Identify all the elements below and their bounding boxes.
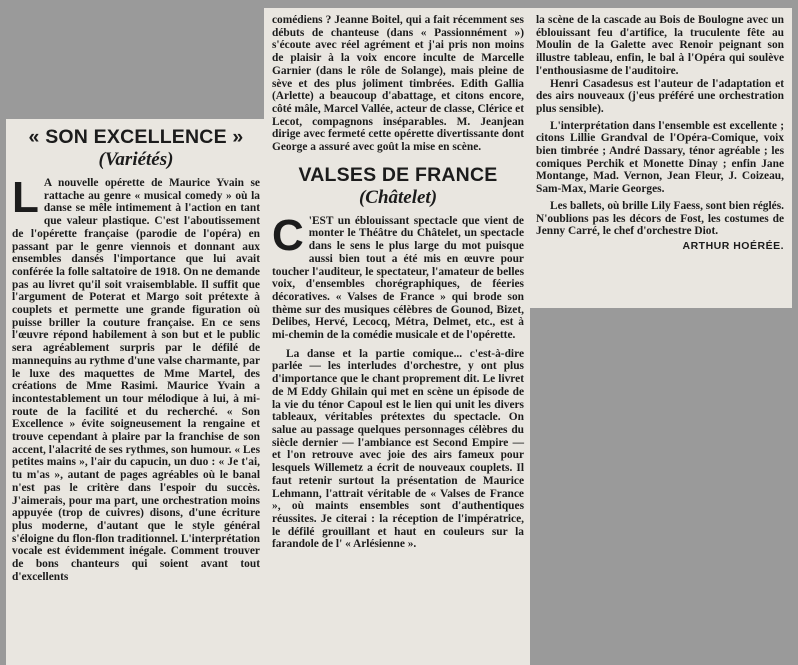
paragraph-text: Henri Casadesus est l'auteur de l'adaptation et des airs nouveaux (j'eus préféré une orchestration plus sensible). [536,77,784,115]
article-subtitle: (Châtelet) [358,186,438,208]
continued-text: comédiens ? Jeanne Boitel, qui a fait récemment ses débuts de chanteuse (dans « Passionnément ») s'écoute avec réel agrément et j'ai pris non moins de plaisir à la voix encore inculte de Marcelle Garnier (dans le rôle de Solange), mais pleine de sève et des plus joliment timbrées. Edith Gallia (Arlette) a beaucoup d'abattage, et citons encore, côté mâle, Marcel Vallée, acteur de classe, Clérice et Lecot, compagnons inséparables. M. Jeanjean dirige avec fermeté cette opérette divertissante dont George a assuré avec goût la mise en scène. [272,14,524,154]
article-subtitle: (Variétés) [98,149,174,170]
paragraph-text: A nouvelle opérette de Maurice Yvain se rattache au genre « musical comedy » où la danse se mêle intimement à l'action en tant que valeur plastique. C'est l'aboutissement de l'opérette française (parodie de l'opéra) en passant par le genre viennois et donnant aux ensembles dansés l'importance que lui avait conférée la folle saltatoire de 1918. On ne demande pas au livret qu'il soit vraisemblable. Il suffit que l'argument de Poterat et Margo soit prétexte à couplets et permette une grande figuration où puisse briller la couture française. En ce sens l'œuvre répond habilement à son but et le public sera agréablement surpris par le défilé de mannequins au rythme d'une valse charmante, par le luxe des maquettes de Mme Martel, des créations de Mme Rasimi. Maurice Yvain a incontestablement un tour mélodique à lui, à mi-route de la facilité et du recherché. « Son Excellence » évite soigneusement la rengaine et trouve cependant à plaire par la franchise de son accent, l'alacrité de ses rythmes, son humour. « Les petites mains », l'air du capucin, un duo : « Je t'ai, tu m'as », autant de pages agréables où le banal n'est pas le critère dans l'espoir du succès. J'aimerais, pour ma part, une orchestration moins appuyée (trop de cuivres) disons, d'une écriture plus moderne, d'autant que le style général s'éloigne du flon-flon traditionnel. L'interprétation vocale est évidemment inégale. Comment trouver de bons chanteurs qui soient avant tout d'excellents [12,177,260,583]
article-body [12,173,260,584]
article-body [272,210,524,342]
drop-cap: L [12,173,39,222]
paragraph-text: la scène de la cascade au Bois de Boulogne avec un éblouissant feu d'artifice, la truculente fête au Moulin de la Galette avec Renoir peignant son illustre tableau, enfin, le bal à l'Opéra qui soulève l'enthousiasme de l'auditoire. [536,14,784,77]
drop-cap: C [272,210,304,260]
article-title: « SON EXCELLENCE » [28,126,244,148]
author-signature: ARTHUR HOÉRÉE. [682,239,784,252]
review-son-excellence [6,119,266,665]
paragraph-text: La danse et la partie comique... c'est-à-dire parlée — les interludes d'orchestre, y ont plus d'importance que le chant proprement dit. Le livret de M Eddy Ghilain qui met en scène un épisode de la vie du ténor Capoul est le lien qui unit les divers tableaux, véritables prétextes du spectacle. On salue au passage quelques personnages célèbres du siècle dernier — l'ambiance est Second Empire — et l'on retrouve avec joie des airs fameux pour lesquels Willemetz a écrit de nouveaux couplets. Il faut retenir surtout la présentation de Maurice Lehmann, l'attrait véritable de « Valses de France », où maints ensembles sont d'authentiques réussites. Je citerai : la réception de l'impératrice, le défilé grouillant et haut en couleurs sur la farandole de l' « Arlésienne ». [272,347,524,551]
paragraph-text: Les ballets, où brille Lily Faess, sont bien réglés. N'oublions pas les décors de Fost, les costumes de Jenny Carré, le chef d'orchestre Diot. [536,199,784,238]
article-title: VALSES DE FRANCE [298,163,498,186]
review-continuation [530,8,792,308]
paragraph-text: 'EST un éblouissant spectacle que vient de monter le Théâtre du Châtelet, un spectacle dans le sens le plus large du mot puisque aussi bien tout a été mis en œuvre pour toucher l'auditeur, le spectateur, l'amateur de belles voix, d'ensembles chorégraphiques, de féeries décoratives. « Valses de France » qui brode son thème sur des musiques célèbres de Gounod, Bizet, Delibes, Hervé, Lecocq, Métra, Delmet, etc., est à mi-chemin de la comédie musicale et de l'opérette. [272,214,524,342]
review-valses-de-france [264,8,530,665]
paragraph-text: L'interprétation dans l'ensemble est excellente ; citons Lillie Grandval de l'Opéra-Comique, voix bien timbrée ; André Dassary, ténor agréable ; les comiques Perchik et Monette Dinay ; enfin Jane Montange, Mad. Vernon, Jean Fleur, J. Coizeau, Sam-Max, Marie Georges. [536,119,784,196]
